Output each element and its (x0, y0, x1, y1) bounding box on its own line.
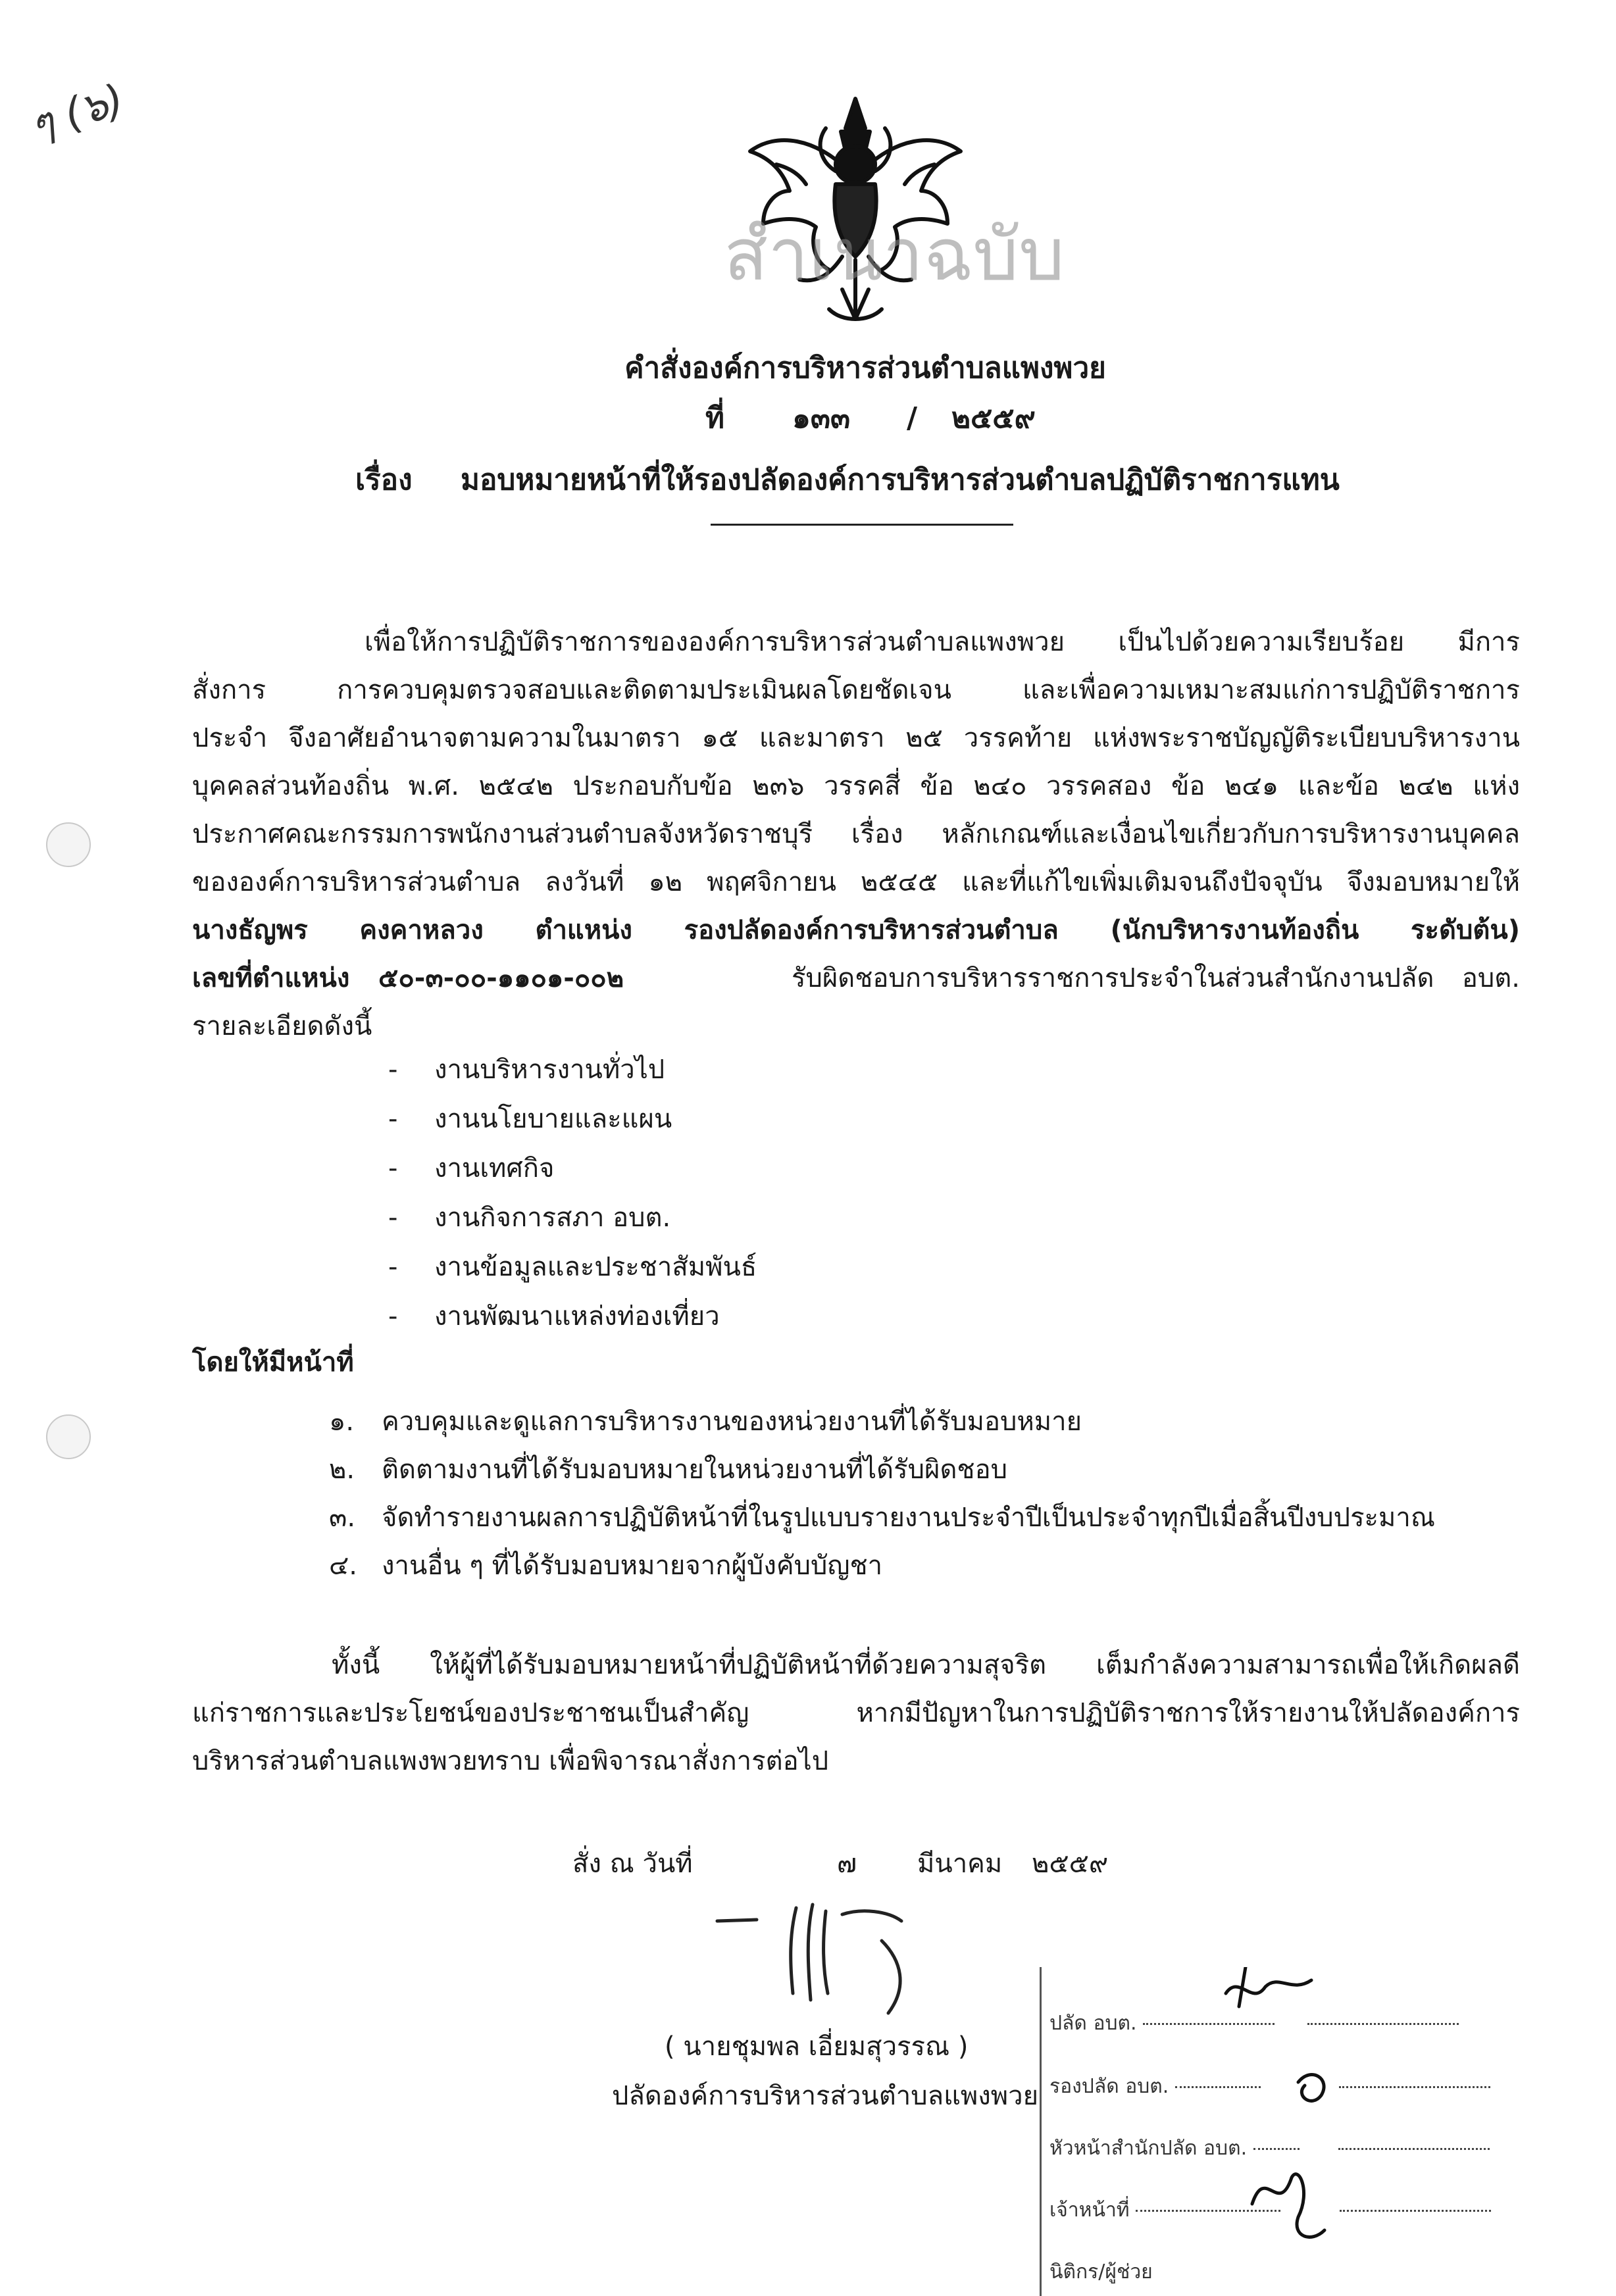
duty-text: งานอื่น ๆ ที่ได้รับมอบหมายจากผู้บังคับบัญชา (382, 1551, 883, 1581)
assignee-line: นางธัญพร คงคาหลวง ตำแหน่ง รองปลัดองค์การบริหารส่วนตำบล (นักบริหารงานท้องถิ่น ระดับต้น) (192, 915, 1520, 945)
task-item (388, 1293, 720, 1340)
position-line (192, 955, 1520, 1003)
handwritten-signature (691, 1895, 967, 2026)
task-item (388, 1046, 665, 1093)
copy-watermark: สำเนาฉบับ (724, 212, 1065, 297)
order-date-month: มีนาคม (917, 1849, 1003, 1879)
stamp-initials (1199, 1967, 1436, 2296)
task-text: งานนโยบายและแผน (434, 1104, 672, 1134)
duty-number: ๔. (329, 1551, 357, 1581)
closing-line: บริหารส่วนตำบลแพงพวยทราบ เพื่อพิจารณาสั่งการต่อไป (192, 1746, 829, 1776)
stamp-row: เจ้าหน้าที่ (1049, 2195, 1491, 2226)
order-number-sep: / (907, 401, 918, 435)
position-responsibility: รับผิดชอบการบริหารราชการประจำในส่วนสำนักงานปลัด อบต. (791, 963, 1520, 993)
order-number-year: ๒๕๕๙ (951, 401, 1036, 435)
body-line: บุคคลส่วนท้องถิ่น พ.ศ. ๒๕๔๒ ประกอบกับข้อ ๒๓๖ วรรคสี่ ข้อ ๒๔๐ วรรคสอง ข้อ ๒๔๑ และข้อ ๒๔๒ แห่ง (192, 771, 1520, 801)
signer-name-visible: ( นายชุมพล เอี่ยมสุวรรณ ) (665, 2032, 969, 2062)
document-title: คำสั่งองค์การบริหารส่วนตำบลแพงพวย (624, 351, 1106, 385)
bullet-dash: - (388, 1153, 398, 1184)
task-item (388, 1243, 757, 1291)
margin-note: ๆ (๖) (24, 75, 130, 151)
stamp-row: นิติกร/ผู้ช่วย (1049, 2260, 1153, 2284)
order-number-value: ๑๓๓ (792, 401, 851, 435)
duty-item (329, 1542, 882, 1589)
body-line: ขององค์การบริหารส่วนตำบล ลงวันที่ ๑๒ พฤศจิกายน ๒๕๔๕ และที่แก้ไขเพิ่มเติมจนถึงปัจจุบัน จึงมอบหมายให้ (192, 867, 1520, 897)
signer-title: ปลัดองค์การบริหารส่วนตำบลแพงพวย (612, 2081, 1039, 2111)
duty-number: ๓. (329, 1503, 356, 1533)
body-line: ประกาศคณะกรรมการพนักงานส่วนตำบลจังหวัดราชบุรี เรื่อง หลักเกณฑ์และเงื่อนไขเกี่ยวกับการบริหารงานบุคคล (192, 819, 1520, 849)
position-number: เลขที่ตำแหน่ง ๕๐-๓-๐๐-๑๑๐๑-๐๐๒ (192, 963, 624, 993)
detail-line: รายละเอียดดังนี้ (192, 1011, 372, 1041)
subject-label: เรื่อง (355, 463, 413, 497)
duty-number: ๒. (329, 1455, 355, 1485)
bullet-dash: - (388, 1104, 398, 1134)
stamp-row: รองปลัด อบต. (1049, 2071, 1490, 2102)
task-text: งานบริหารงานทั่วไป (434, 1055, 665, 1085)
body-line: เพื่อให้การปฏิบัติราชการขององค์การบริหารส่วนตำบลแพงพวย เป็นไปด้วยความเรียบร้อย มีการ (365, 627, 1520, 657)
closing-line: แก่ราชการและประโยชน์ของประชาชนเป็นสำคัญ หากมีปัญหาในการปฏิบัติราชการให้รายงานให้ปลัดองค์การ (192, 1698, 1520, 1728)
routing-stamp (1040, 1967, 1542, 2296)
duty-text: ควบคุมและดูแลการบริหารงานของหน่วยงานที่ได้รับมอบหมาย (382, 1407, 1082, 1437)
duty-text: จัดทำรายงานผลการปฏิบัติหน้าที่ในรูปแบบรายงานประจำปีเป็นประจำทุกปีเมื่อสิ้นปีงบประมาณ (382, 1503, 1435, 1533)
stamp-row: ปลัด อบต. (1049, 2008, 1459, 2039)
stamp-row: หัวหน้าสำนักปลัด อบต. (1049, 2133, 1490, 2164)
duty-text: ติดตามงานที่ได้รับมอบหมายในหน่วยงานที่ได้รับผิดชอบ (382, 1455, 1007, 1485)
punch-hole-top (46, 822, 91, 867)
subject-text: มอบหมายหน้าที่ให้รองปลัดองค์การบริหารส่วนตำบลปฏิบัติราชการแทน (461, 463, 1340, 497)
task-item (388, 1145, 554, 1192)
bullet-dash: - (388, 1203, 398, 1233)
duty-item (329, 1398, 1082, 1445)
duties-heading: โดยให้มีหน้าที่ (192, 1347, 354, 1378)
body-line: สั่งการ การควบคุมตรวจสอบและติดตามประเมินผลโดยชัดเจน และเพื่อความเหมาะสมแก่การปฏิบัติราชการ (192, 675, 1520, 705)
task-item (388, 1194, 670, 1241)
order-date-day: ๗ (837, 1849, 857, 1879)
order-date-year: ๒๕๕๙ (1032, 1849, 1109, 1879)
task-item (388, 1095, 672, 1143)
task-text: งานเทศกิจ (434, 1153, 555, 1184)
closing-paragraph (192, 1641, 1520, 1785)
order-body-paragraph (192, 618, 1520, 1051)
duty-item (329, 1446, 1007, 1493)
body-line: ประจำ จึงอาศัยอำนาจตามความในมาตรา ๑๕ และมาตรา ๒๕ วรรคท้าย แห่งพระราชบัญญัติระเบียบบริหารงาน (192, 723, 1520, 753)
task-text: งานพัฒนาแหล่งท่องเที่ยว (434, 1301, 720, 1332)
closing-line: ทั้งนี้ ให้ผู้ที่ได้รับมอบหมายหน้าที่ปฏิบัติหน้าที่ด้วยความสุจริต เต็มกำลังความสามารถเพื่อให้เกิดผลดี (332, 1650, 1520, 1680)
bullet-dash: - (388, 1252, 398, 1282)
duty-item (329, 1494, 1435, 1541)
task-text: งานกิจการสภา อบต. (434, 1203, 671, 1233)
task-text: งานข้อมูลและประชาสัมพันธ์ (434, 1252, 757, 1282)
bullet-dash: - (388, 1301, 398, 1332)
bullet-dash: - (388, 1055, 398, 1085)
order-number-label: ที่ (705, 401, 725, 435)
duty-number: ๑. (329, 1407, 355, 1437)
order-date-prefix: สั่ง ณ วันที่ (572, 1849, 693, 1879)
punch-hole-bottom (46, 1414, 91, 1459)
header-divider (711, 524, 1013, 526)
